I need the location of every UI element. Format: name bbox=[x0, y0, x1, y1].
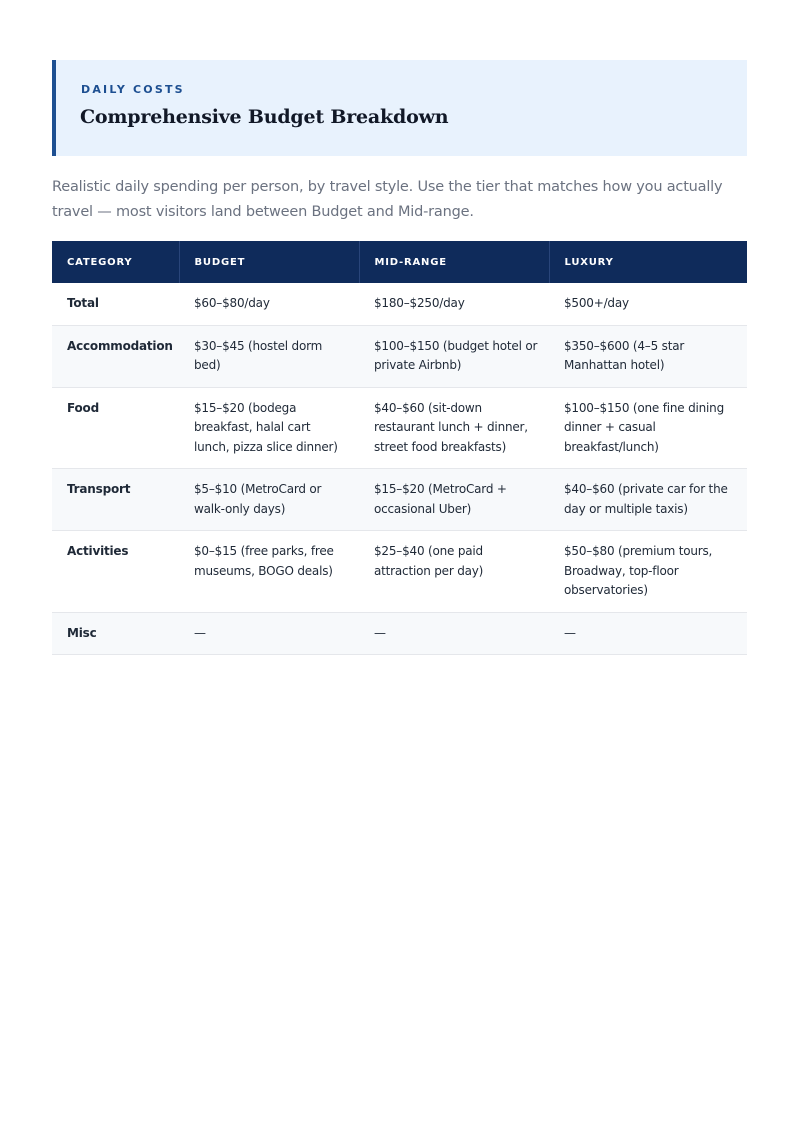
row-category: Activities bbox=[52, 531, 179, 613]
cell-budget: $60–$80/day bbox=[179, 283, 359, 325]
cell-midrange: $180–$250/day bbox=[359, 283, 549, 325]
table-row bbox=[52, 387, 747, 469]
intro-paragraph: Realistic daily spending per person, by travel style. Use the tier that matches how you actually travel — most visitors land between Budget and Mid-range. bbox=[52, 179, 723, 220]
cell-luxury: $40–$60 (private car for the day or multiple taxis) bbox=[549, 469, 747, 531]
table-header-row bbox=[52, 241, 747, 283]
table-row bbox=[52, 469, 747, 531]
cell-midrange: — bbox=[359, 612, 549, 655]
cell-budget: $0–$15 (free parks, free museums, BOGO deals) bbox=[179, 531, 359, 613]
cell-midrange: $40–$60 (sit-down restaurant lunch + dinner, street food breakfasts) bbox=[359, 387, 549, 469]
column-header-luxury: LUXURY bbox=[549, 241, 747, 283]
row-category: Misc bbox=[52, 612, 179, 655]
page-title: Comprehensive Budget Breakdown bbox=[80, 106, 449, 128]
row-category: Total bbox=[52, 283, 179, 325]
table-body bbox=[52, 283, 747, 655]
budget-table bbox=[52, 241, 747, 655]
cell-budget: $30–$45 (hostel dorm bed) bbox=[179, 325, 359, 387]
cell-luxury: $50–$80 (premium tours, Broadway, top-floor observatories) bbox=[549, 531, 747, 613]
table-header bbox=[52, 241, 747, 283]
column-header-midrange: MID-RANGE bbox=[359, 241, 549, 283]
table-row bbox=[52, 531, 747, 613]
cell-luxury: — bbox=[549, 612, 747, 655]
cell-luxury: $500+/day bbox=[549, 283, 747, 325]
row-category: Food bbox=[52, 387, 179, 469]
section-eyebrow: DAILY COSTS bbox=[81, 83, 185, 96]
table-row bbox=[52, 325, 747, 387]
cell-midrange: $25–$40 (one paid attraction per day) bbox=[359, 531, 549, 613]
column-header-category: CATEGORY bbox=[52, 241, 179, 283]
column-header-budget: BUDGET bbox=[179, 241, 359, 283]
cell-luxury: $100–$150 (one fine dining dinner + casual breakfast/lunch) bbox=[549, 387, 747, 469]
cell-budget: — bbox=[179, 612, 359, 655]
row-category: Accommodation bbox=[52, 325, 179, 387]
cell-midrange: $15–$20 (MetroCard + occasional Uber) bbox=[359, 469, 549, 531]
row-category: Transport bbox=[52, 469, 179, 531]
table-row bbox=[52, 612, 747, 655]
section-header bbox=[52, 60, 747, 156]
table-row bbox=[52, 283, 747, 325]
cell-budget: $15–$20 (bodega breakfast, halal cart lunch, pizza slice dinner) bbox=[179, 387, 359, 469]
cell-luxury: $350–$600 (4–5 star Manhattan hotel) bbox=[549, 325, 747, 387]
cell-budget: $5–$10 (MetroCard or walk-only days) bbox=[179, 469, 359, 531]
cell-midrange: $100–$150 (budget hotel or private Airbnb) bbox=[359, 325, 549, 387]
